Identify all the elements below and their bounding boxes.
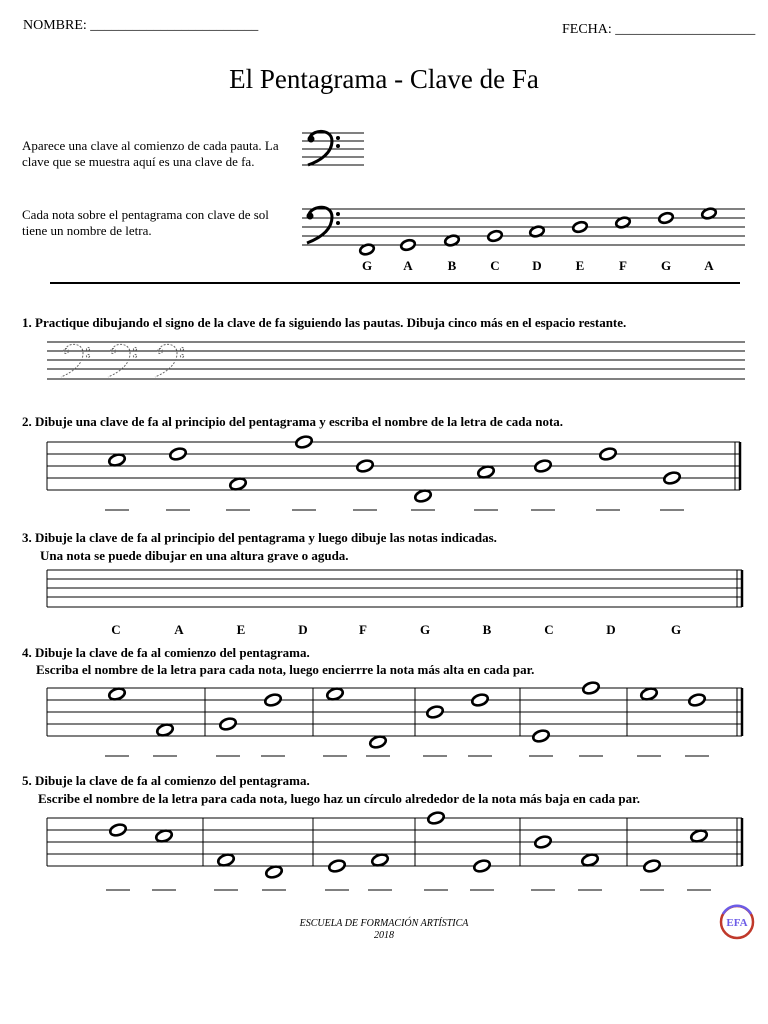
intro-clef-text: Aparece una clave al comienzo de cada pauta. La clave que se muestra aquí es una clave de fa. <box>22 138 279 169</box>
whole-note <box>326 687 344 701</box>
exercise-3-letter: G <box>670 622 682 637</box>
whole-note <box>473 859 491 873</box>
exercise-5-instruction: 5. Dibuje la clave de fa al comienzo del pentagrama. <box>22 773 310 788</box>
exercise-3-letter: D <box>298 622 308 637</box>
whole-note <box>265 865 283 879</box>
traced-bass-clef-icon <box>108 344 137 377</box>
exercise-3-letter: G <box>419 622 431 637</box>
exercise-3-letter: D <box>606 622 616 637</box>
whole-note <box>690 829 708 843</box>
exercise-3-letter-row <box>0 622 768 642</box>
whole-note <box>640 687 658 701</box>
whole-note <box>471 693 489 707</box>
exercise-1-staff <box>45 336 750 386</box>
scale-letter: C <box>490 258 500 273</box>
scale-letter: G <box>361 258 373 273</box>
date-field-label: FECHA: ____________________ <box>562 22 756 37</box>
exercise-1-instruction: 1. Practique dibujando el signo de la clave de fa siguiendo las pautas. Dibuja cinco más en el espacio restante. <box>22 315 627 330</box>
whole-note <box>572 221 588 234</box>
whole-note <box>328 859 346 873</box>
whole-note <box>688 693 706 707</box>
whole-note <box>155 829 173 843</box>
scale-letter: A <box>403 258 413 273</box>
logo-text: EFA <box>726 917 748 929</box>
school-name: ESCUELA DE FORMACIÓN ARTÍSTICA <box>299 918 469 929</box>
exercise-3-letter: B <box>482 622 492 637</box>
intro-notes-text: Cada nota sobre el pentagrama con clave de sol tiene un nombre de letra. <box>22 207 269 238</box>
section-divider <box>50 282 740 284</box>
whole-note <box>487 230 503 243</box>
whole-note <box>534 459 552 473</box>
scale-letter: F <box>619 258 627 273</box>
exercise-5-staff <box>45 810 750 900</box>
exercise-2-staff <box>45 430 750 520</box>
whole-note <box>229 477 247 491</box>
whole-note <box>658 212 674 225</box>
whole-note <box>369 735 387 749</box>
traced-bass-clef-icon <box>61 344 90 377</box>
scale-letter: E <box>575 258 585 273</box>
note-names-staff <box>300 196 750 276</box>
whole-note <box>427 811 445 825</box>
whole-note <box>581 853 599 867</box>
exercise-4-note: Escriba el nombre de la letra para cada nota, luego encierrre la nota más alta en cada par. <box>36 662 535 677</box>
whole-note <box>400 239 416 252</box>
whole-note <box>663 471 681 485</box>
whole-note <box>169 447 187 461</box>
whole-note <box>109 823 127 837</box>
whole-note <box>156 723 174 737</box>
exercise-5-note: Escribe el nombre de la letra para cada nota, luego haz un círculo alrededor de la nota más baja en cada par. <box>38 791 640 806</box>
whole-note <box>477 465 495 479</box>
exercise-3-letter: E <box>236 622 246 637</box>
whole-note <box>426 705 444 719</box>
exercise-4-instruction: 4. Dibuje la clave de fa al comienzo del pentagrama. <box>22 645 310 660</box>
whole-note <box>108 453 126 467</box>
school-logo <box>717 902 759 942</box>
exercise-3-instruction: 3. Dibuje la clave de fa al principio del pentagrama y luego dibuje las notas indicadas. <box>22 530 497 545</box>
whole-note <box>371 853 389 867</box>
whole-note <box>108 687 126 701</box>
exercise-3-letter: A <box>174 622 184 637</box>
scale-letter: G <box>660 258 672 273</box>
whole-note <box>643 859 661 873</box>
scale-letter: A <box>704 258 714 273</box>
whole-note <box>582 681 600 695</box>
whole-note <box>264 693 282 707</box>
traced-bass-clef-icon <box>155 344 184 377</box>
exercise-3-letter: C <box>111 622 121 637</box>
whole-note <box>356 459 374 473</box>
whole-note <box>219 717 237 731</box>
page-title: El Pentagrama - Clave de Fa <box>229 64 539 94</box>
exercise-3-staff <box>45 566 750 612</box>
exercise-3-letter: F <box>359 622 367 637</box>
clef-example-staff <box>300 127 366 173</box>
whole-note <box>414 489 432 503</box>
whole-note <box>532 729 550 743</box>
footer-year: 2018 <box>374 930 394 941</box>
whole-note <box>599 447 617 461</box>
bass-clef-icon <box>308 131 341 165</box>
footer <box>0 918 768 942</box>
exercise-2-instruction: 2. Dibuje una clave de fa al principio del pentagrama y escriba el nombre de la letra de cada nota. <box>22 414 564 429</box>
bass-clef-icon <box>307 207 341 243</box>
exercise-3-note: Una nota se puede dibujar en una altura grave o aguda. <box>40 548 349 563</box>
name-field-label: NOMBRE: ________________________ <box>23 18 259 33</box>
whole-note <box>534 835 552 849</box>
scale-letter: B <box>447 258 457 273</box>
whole-note <box>295 435 313 449</box>
whole-note <box>217 853 235 867</box>
exercise-3-letter: C <box>544 622 554 637</box>
exercise-4-staff <box>45 680 750 770</box>
scale-letter: D <box>532 258 542 273</box>
